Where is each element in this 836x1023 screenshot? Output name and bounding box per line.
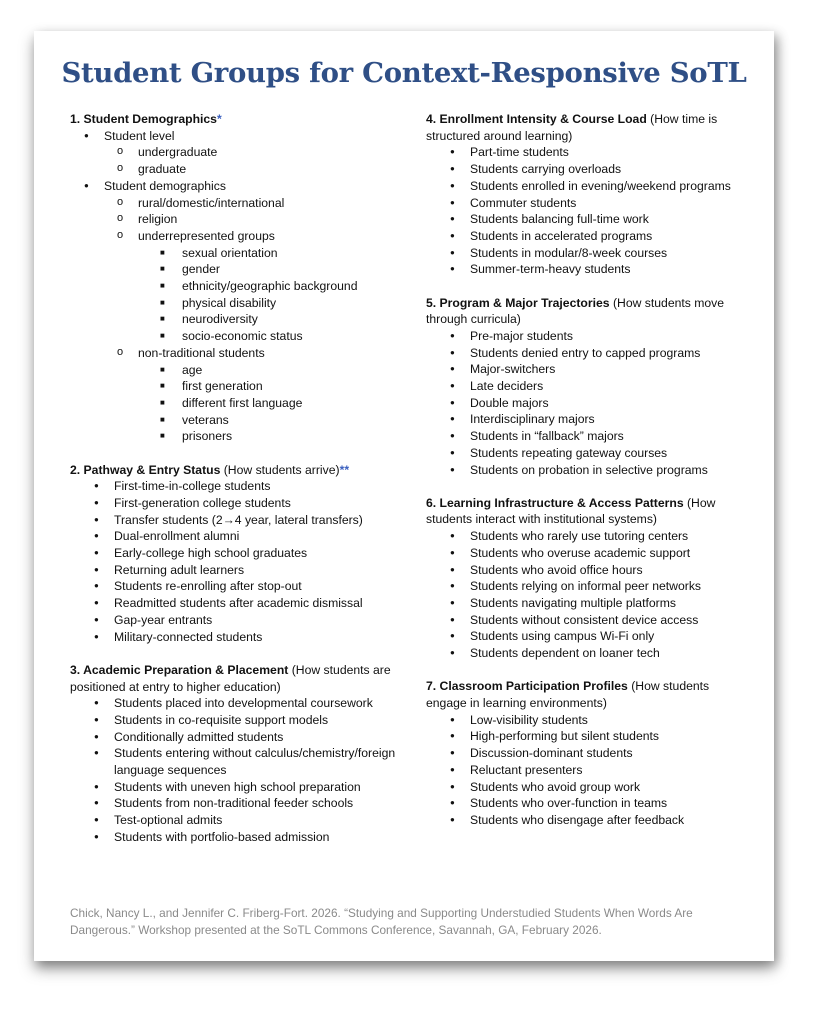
list-item: ■ age (138, 362, 415, 379)
list-item: ● Students in co-requisite support models (70, 712, 415, 729)
section-heading: 6. Learning Infrastructure & Access Patterns (426, 495, 684, 510)
footnote-star: ** (339, 462, 350, 477)
section-desc: (How students interact with institutional systems) (426, 495, 716, 527)
page-title: Student Groups for Context-Responsive SoTL (61, 57, 747, 89)
list-item: ■ veterans (138, 412, 415, 429)
section-academic-preparation (70, 662, 415, 846)
list-item: ● High-performing but silent students (426, 728, 738, 745)
list-item: ● Dual-enrollment alumni (70, 528, 415, 545)
list-item: ● Students who rarely use tutoring centers (426, 528, 738, 545)
list-item: ■ different first language (138, 395, 415, 412)
list-item: ■ first generation (138, 378, 415, 395)
list-item: ● Students who avoid group work (426, 779, 738, 796)
list-item: ● Student demographics o rural/domestic/international o religion o underrepresented groups ■ sexual orientation ■ gender ■ ethnicity/geographic background ■ physical disability ■ neurodiversity ■ socio-economic status o non-traditional students ■ age ■ first generation ■ different first language ■ veterans ■ prisoners (70, 178, 415, 445)
list-item: ● Students without consistent device access (426, 612, 738, 629)
list-item: o non-traditional students ■ age ■ first generation ■ different first language ■ veterans ■ prisoners (104, 345, 415, 445)
list-item: ■ prisoners (138, 428, 415, 445)
right-column (426, 111, 738, 845)
list-item: o underrepresented groups ■ sexual orientation ■ gender ■ ethnicity/geographic background ■ physical disability ■ neurodiversity ■ socio-economic status (104, 228, 415, 345)
section-program-trajectories (426, 295, 738, 479)
footnote-star: * (216, 112, 222, 126)
list-item: ● Students in accelerated programs (426, 228, 738, 245)
section-desc: (How students engage in learning environments) (426, 679, 710, 710)
list-item: ● Major-switchers (426, 361, 738, 378)
list-item: ● Conditionally admitted students (70, 729, 415, 746)
section-student-demographics (70, 111, 415, 445)
list-item: ■ gender (138, 261, 415, 278)
list-item: ● Discussion-dominant students (426, 745, 738, 762)
list-item: ● Students navigating multiple platforms (426, 595, 738, 612)
list-item: ● Students who disengage after feedback (426, 812, 738, 829)
section-heading: 5. Program & Major Trajectories (426, 295, 610, 310)
list-item: ● Early-college high school graduates (70, 545, 415, 562)
list-item: ● Students balancing full-time work (426, 211, 738, 228)
list-item: o religion (104, 211, 415, 228)
section-enrollment-intensity (426, 111, 738, 278)
list-item: ● Commuter students (426, 195, 738, 212)
list-item: ● Transfer students (2→4 year, lateral transfers) (70, 512, 415, 529)
list-item: ● Students who over-function in teams (426, 795, 738, 812)
list-item: ● Returning adult learners (70, 562, 415, 579)
list-item: ■ physical disability (138, 295, 415, 312)
section-desc: (How students are positioned at entry to higher education) (70, 662, 391, 694)
list-item: ● First-time-in-college students (70, 478, 415, 495)
list-item: ● Military-connected students (70, 629, 415, 646)
section-heading: 7. Classroom Participation Profiles (426, 679, 628, 694)
list-item: ● Students dependent on loaner tech (426, 645, 738, 662)
list-item: ● Summer-term-heavy students (426, 261, 738, 278)
list-item: ● Student level o undergraduate o graduate (70, 128, 415, 178)
section-heading: 2. Pathway & Entry Status (70, 462, 221, 477)
section-heading: 1. Student Demographics (70, 112, 217, 126)
list-item: ● Low-visibility students (426, 712, 738, 729)
citation: Chick, Nancy L., and Jennifer C. Friberg-Fort. 2026. “Studying and Supporting Understudied Students When Words Are Dangerous.” Workshop presented at the SoTL Commons Conference, Savannah, GA, February 2026. (70, 906, 693, 937)
list-item: ● Students who avoid office hours (426, 562, 738, 579)
list-item: ● Students denied entry to capped programs (426, 345, 738, 362)
section-learning-infrastructure (426, 495, 738, 662)
list-item: ● Students on probation in selective programs (426, 462, 738, 479)
section-desc: (How students arrive) (223, 462, 340, 477)
section-heading: 4. Enrollment Intensity & Course Load (426, 112, 647, 126)
section-pathway-entry (70, 462, 415, 646)
list-item: ● Test-optional admits (70, 812, 415, 829)
section-classroom-participation (426, 678, 738, 828)
list-item: ● Students using campus Wi-Fi only (426, 628, 738, 645)
list-item: ● Students enrolled in evening/weekend programs (426, 178, 738, 195)
list-item: ■ socio-economic status (138, 328, 415, 345)
list-item: o graduate (104, 161, 415, 178)
list-item: ● Students relying on informal peer networks (426, 578, 738, 595)
list-item: ● Students repeating gateway courses (426, 445, 738, 462)
list-item: ● Part-time students (426, 144, 738, 161)
list-item: ● Students with portfolio-based admission (70, 829, 415, 846)
left-column (70, 111, 415, 862)
list-item: ● Students in modular/8-week courses (426, 245, 738, 262)
list-item: ● First-generation college students (70, 495, 415, 512)
list-item: ● Gap-year entrants (70, 612, 415, 629)
list-item: o rural/domestic/international (104, 195, 415, 212)
section-desc: (How students move through curricula) (426, 295, 725, 327)
document-page (34, 31, 774, 961)
list-item: ■ sexual orientation (138, 245, 415, 262)
list-item: ● Pre-major students (426, 328, 738, 345)
section-heading: 3. Academic Preparation & Placement (70, 662, 289, 677)
list-item: ● Students placed into developmental coursework (70, 695, 415, 712)
list-item: ● Students carrying overloads (426, 161, 738, 178)
list-item: ● Students who overuse academic support (426, 545, 738, 562)
list-item: ● Interdisciplinary majors (426, 411, 738, 428)
list-item: ● Students in “fallback” majors (426, 428, 738, 445)
section-desc: (How time is structured around learning) (426, 112, 718, 143)
list-item: ● Late deciders (426, 378, 738, 395)
list-item: ■ neurodiversity (138, 311, 415, 328)
list-item: ● Double majors (426, 395, 738, 412)
list-item: ● Students from non-traditional feeder schools (70, 795, 415, 812)
list-item: o undergraduate (104, 144, 415, 161)
list-item: ● Readmitted students after academic dismissal (70, 595, 415, 612)
list-item: ● Reluctant presenters (426, 762, 738, 779)
list-item: ■ ethnicity/geographic background (138, 278, 415, 295)
list-item: ● Students re-enrolling after stop-out (70, 578, 415, 595)
list-item: ● Students with uneven high school preparation (70, 779, 415, 796)
list-item: ● Students entering without calculus/chemistry/foreign language sequences (70, 745, 415, 778)
